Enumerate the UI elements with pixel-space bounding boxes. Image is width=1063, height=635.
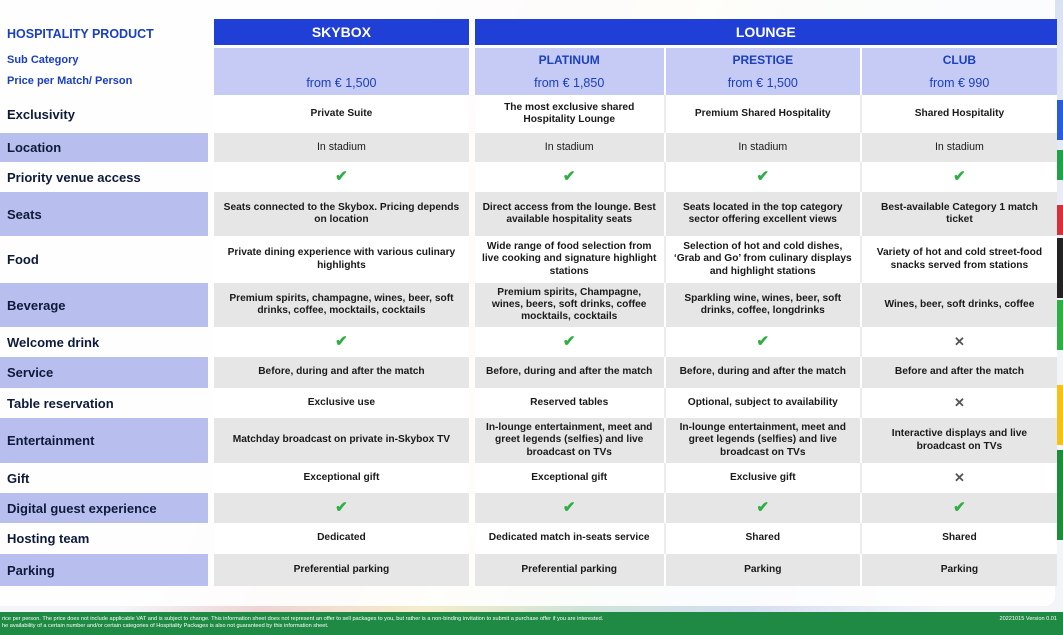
cell-text: Shared Hospitality	[914, 107, 1005, 119]
cell-prestige	[666, 192, 862, 236]
cell-platinum	[475, 493, 666, 523]
check-icon: ✔	[953, 499, 966, 516]
table-row	[0, 192, 1057, 236]
cell-platinum	[475, 327, 666, 357]
cell-prestige	[666, 236, 862, 283]
table-row	[0, 463, 1057, 493]
cell-text: Interactive displays and live broadcast on TVs	[891, 428, 1028, 452]
row-label: Seats	[0, 192, 208, 236]
table-row	[0, 493, 1057, 523]
row-label: Hosting team	[7, 531, 90, 546]
row-label: Service	[0, 357, 208, 388]
table-row	[0, 523, 1057, 554]
price-label: Price per Match/ Person	[7, 75, 133, 87]
cross-icon: ✕	[953, 394, 965, 410]
cell-club	[862, 554, 1057, 586]
cell-prestige	[666, 95, 862, 133]
table-row	[0, 388, 1057, 418]
table-row	[0, 554, 1057, 586]
version-stamp: 20221015 Version 0.01	[999, 616, 1057, 622]
cell-text: Exceptional gift	[531, 471, 608, 483]
edge-stripe-yellow	[1057, 385, 1063, 445]
cell-platinum	[475, 162, 666, 192]
edge-stripe-green-3	[1057, 450, 1063, 540]
cell-platinum	[475, 133, 666, 162]
cell-skybox	[214, 463, 468, 493]
cell-club	[862, 192, 1057, 236]
cell-club	[862, 463, 1057, 493]
cell-club	[862, 418, 1057, 463]
cell-text: Best-available Category 1 match ticket	[880, 201, 1038, 225]
cell-text: Wines, beer, soft drinks, coffee	[884, 298, 1035, 310]
prestige-price: from € 1,500	[727, 76, 798, 90]
cell-text: Private dining experience with various culinary highlights	[227, 247, 456, 271]
club-name: CLUB	[942, 53, 977, 67]
cell-skybox	[214, 283, 468, 327]
cross-icon: ✕	[953, 469, 965, 485]
cell-text: Matchday broadcast on private in-Skybox TV	[232, 434, 451, 446]
cell-skybox	[214, 357, 468, 388]
cell-prestige	[666, 523, 862, 554]
cell-prestige	[666, 133, 862, 162]
cell-prestige	[666, 418, 862, 463]
cell-club	[862, 327, 1057, 357]
cell-platinum	[475, 95, 666, 133]
cell-text: Private Suite	[310, 107, 373, 119]
cell-club	[862, 95, 1057, 133]
cell-text: In stadium	[544, 141, 594, 154]
check-icon: ✔	[335, 499, 348, 516]
cell-club	[862, 388, 1057, 418]
cross-icon: ✕	[953, 333, 965, 349]
cell-text: Dedicated	[317, 532, 366, 544]
club-price: from € 990	[929, 76, 990, 90]
table-row	[0, 418, 1057, 463]
cell-skybox	[214, 133, 468, 162]
cell-text: Shared	[745, 532, 781, 544]
disclaimer-line-2: he availability of a certain number and/or certain categories of Hospitality Packages is also not guaranteed by this information sheet.	[2, 623, 329, 629]
check-icon: ✔	[562, 168, 576, 185]
cell-text: Exclusive gift	[729, 471, 796, 483]
check-icon: ✔	[562, 333, 576, 350]
edge-stripe-red	[1057, 205, 1063, 235]
cell-text: Shared	[942, 532, 977, 544]
cell-text: In-lounge entertainment, meet and greet legends (selfies) and live broadcast on TVs	[485, 422, 653, 458]
cell-platinum	[475, 463, 666, 493]
row-label: Digital guest experience	[0, 493, 208, 523]
cell-text: In stadium	[316, 141, 366, 154]
sub-club	[862, 48, 1057, 95]
row-label: Beverage	[0, 283, 208, 327]
disclaimer-line-1: rice per person. The price does not include applicable VAT and is subject to change. This information sheet does not represent an offer to sell packages to you, but rather is a non-binding invitation to submit a purchase offer if you are interested.	[2, 616, 604, 622]
edge-stripe-green-2	[1057, 300, 1063, 350]
cell-text: Exceptional gift	[303, 471, 380, 483]
edge-stripe-green	[1057, 150, 1063, 180]
header-hospitality-product: HOSPITALITY PRODUCT	[7, 26, 154, 41]
sub-labels	[0, 48, 208, 95]
sub-prestige	[666, 48, 862, 95]
cell-text: Reserved tables	[530, 396, 609, 408]
table-row	[0, 283, 1057, 327]
row-label: Entertainment	[0, 418, 208, 463]
cell-platinum	[475, 418, 666, 463]
cell-prestige	[666, 463, 862, 493]
check-icon: ✔	[756, 499, 770, 516]
prestige-name: PRESTIGE	[732, 53, 794, 67]
cell-club	[862, 162, 1057, 192]
table-row	[0, 95, 1057, 133]
table-row	[0, 133, 1057, 162]
cell-skybox	[214, 95, 468, 133]
sub-category-label: Sub Category	[7, 54, 79, 66]
check-icon: ✔	[756, 333, 770, 350]
sub-skybox	[214, 48, 468, 95]
cell-prestige	[666, 493, 862, 523]
check-icon: ✔	[335, 168, 348, 185]
cell-club	[862, 493, 1057, 523]
cell-skybox	[214, 162, 468, 192]
edge-stripe-black	[1057, 238, 1063, 298]
cell-text: Preferential parking	[293, 563, 390, 575]
row-label: Location	[0, 133, 208, 162]
footer-disclaimer	[0, 612, 1063, 635]
cell-skybox	[214, 418, 468, 463]
cell-platinum	[475, 192, 666, 236]
row-label: Parking	[0, 554, 208, 586]
cell-text: Optional, subject to availability	[687, 396, 838, 408]
skybox-price: from € 1,500	[306, 76, 377, 90]
cell-text: Before, during and after the match	[679, 366, 846, 378]
cell-skybox	[214, 523, 468, 554]
cell-platinum	[475, 283, 666, 327]
cell-skybox	[214, 493, 468, 523]
row-label: Priority venue access	[7, 169, 141, 185]
sub-platinum	[475, 48, 666, 95]
row-label: Food	[7, 252, 39, 267]
check-icon: ✔	[953, 168, 966, 185]
cell-text: Premium spirits, Champagne, wines, beers, soft drinks, coffee mocktails, cocktails	[491, 286, 647, 323]
cell-text: Sparkling wine, wines, beer, soft drinks, coffee, longdrinks	[684, 292, 842, 316]
cell-text: Seats connected to the Skybox. Pricing depends on location	[223, 201, 460, 225]
table-row	[0, 236, 1057, 283]
table-body	[0, 95, 1057, 586]
cell-prestige	[666, 327, 862, 357]
cell-prestige	[666, 162, 862, 192]
row-label: Gift	[7, 470, 30, 486]
cell-text: In stadium	[934, 141, 984, 154]
cell-text: Direct access from the lounge. Best available hospitality seats	[482, 201, 656, 225]
cell-prestige	[666, 554, 862, 586]
cell-text: Variety of hot and cold street-food snacks served from stations	[876, 247, 1043, 271]
platinum-price: from € 1,850	[534, 76, 605, 90]
cell-platinum	[475, 236, 666, 283]
cell-text: Premium Shared Hospitality	[694, 107, 831, 119]
cell-text: Seats located in the top category sector offering excellent views	[682, 201, 843, 225]
table-row	[0, 357, 1057, 388]
table-row	[0, 162, 1057, 192]
cell-text: Before, during and after the match	[485, 366, 653, 378]
cell-text: Parking	[744, 563, 782, 575]
hospitality-comparison-table	[0, 19, 1057, 586]
header-skybox: SKYBOX	[214, 19, 468, 48]
cell-prestige	[666, 283, 862, 327]
cell-club	[862, 523, 1057, 554]
cell-text: Parking	[940, 563, 979, 575]
cell-text: In stadium	[738, 141, 788, 154]
cell-platinum	[475, 523, 666, 554]
check-icon: ✔	[335, 333, 348, 350]
cell-text: Wide range of food selection from live cooking and signature highlight stations	[482, 241, 657, 277]
check-icon: ✔	[562, 499, 576, 516]
cell-club	[862, 357, 1057, 388]
cell-text: Selection of hot and cold dishes, ‘Grab and Go’ from culinary displays and highlight stations	[673, 241, 852, 277]
cell-club	[862, 283, 1057, 327]
cell-platinum	[475, 554, 666, 586]
row-label: Exclusivity	[7, 106, 75, 122]
cell-club	[862, 236, 1057, 283]
row-label: Welcome drink	[7, 334, 100, 350]
cell-club	[862, 133, 1057, 162]
cell-text: Exclusive use	[307, 396, 376, 408]
cell-skybox	[214, 192, 468, 236]
cell-skybox	[214, 388, 468, 418]
cell-prestige	[666, 388, 862, 418]
cell-text: Preferential parking	[521, 563, 618, 575]
cell-skybox	[214, 327, 468, 357]
table-row	[0, 327, 1057, 357]
cell-text: Premium spirits, champagne, wines, beer, soft drinks, coffee, mocktails, cocktails	[229, 292, 454, 316]
edge-stripe-blue	[1057, 100, 1063, 140]
check-icon: ✔	[756, 168, 770, 185]
cell-skybox	[214, 236, 468, 283]
cell-platinum	[475, 388, 666, 418]
cell-text: Before, during and after the match	[258, 366, 425, 378]
cell-text: Dedicated match in-seats service	[488, 532, 650, 544]
header-lounge: LOUNGE	[475, 19, 1057, 48]
cell-prestige	[666, 357, 862, 388]
cell-text: In-lounge entertainment, meet and greet legends (selfies) and live broadcast on TVs	[679, 422, 846, 458]
cell-text: Before and after the match	[894, 366, 1024, 378]
cell-skybox	[214, 554, 468, 586]
cell-text: The most exclusive shared Hospitality Lounge	[504, 101, 635, 125]
cell-platinum	[475, 357, 666, 388]
platinum-name: PLATINUM	[538, 53, 600, 67]
row-label: Table reservation	[7, 395, 114, 411]
